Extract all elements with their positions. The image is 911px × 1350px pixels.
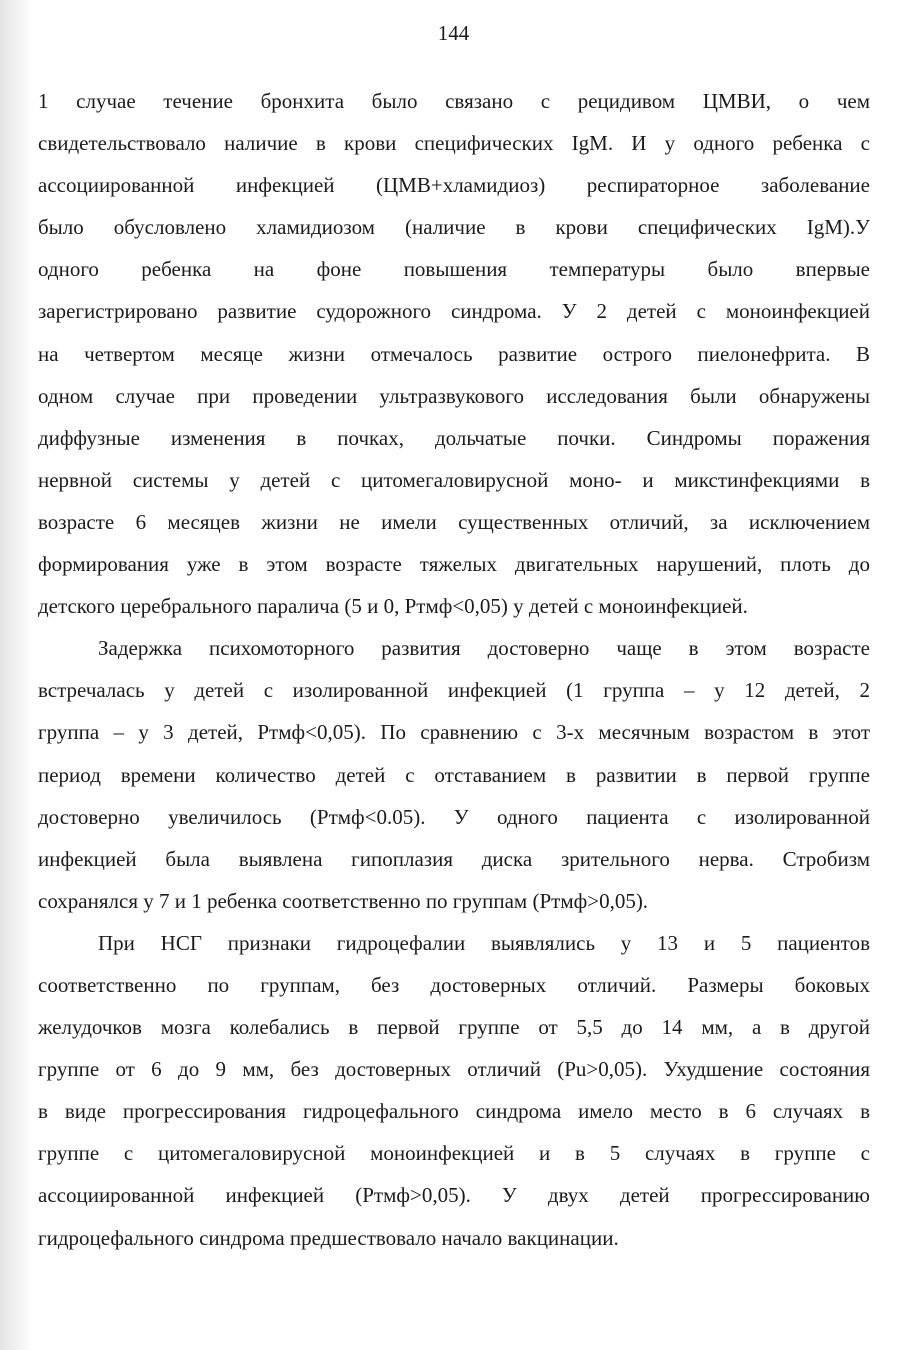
text-line: группа – у 3 детей, Ртмф<0,05). По сравнению с 3-х месячным возрастом в этот [38, 720, 870, 745]
page-number: 144 [437, 21, 470, 45]
text-line: формирования уже в этом возрасте тяжелых двигательных нарушений, плоть до [38, 552, 870, 577]
text-line: в виде прогрессирования гидроцефального синдрома имело место в 6 случаях в [38, 1099, 870, 1124]
document-body [38, 80, 870, 1259]
text-line: При НСГ признаки гидроцефалии выявлялись у 13 и 5 пациентов [98, 930, 870, 955]
text-line: свидетельствовало наличие в крови специфических IgM. И у одного ребенка с [38, 131, 870, 156]
text-line: диффузные изменения в почках, дольчатые почки. Синдромы поражения [38, 425, 870, 450]
scan-edge-shadow [0, 0, 34, 1350]
text-line: группе с цитомегаловирусной моноинфекцией и в 5 случаях в группе с [38, 1141, 870, 1166]
text-line: инфекцией была выявлена гипоплазия диска зрительного нерва. Стробизм [38, 846, 870, 871]
text-line: ассоциированной инфекцией (ЦМВ+хламидиоз) респираторное заболевание [38, 173, 870, 198]
paragraph [38, 922, 870, 1259]
text-line: одного ребенка на фоне повышения температуры было впервые [38, 257, 870, 282]
text-line: было обусловлено хламидиозом (наличие в крови специфических IgM).У [38, 215, 870, 240]
text-line: гидроцефального синдрома предшествовало начало вакцинации. [38, 1225, 619, 1250]
text-line: соответственно по группам, без достоверных отличий. Размеры боковых [38, 972, 870, 997]
text-line: нервной системы у детей с цитомегаловирусной моно- и микстинфекциями в [38, 467, 870, 492]
text-line: достоверно увеличилось (Ртмф<0.05). У одного пациента с изолированной [38, 804, 870, 829]
text-line: группе от 6 до 9 мм, без достоверных отличий (Pu>0,05). Ухудшение состояния [38, 1057, 870, 1082]
text-line: детского церебрального паралича (5 и 0, Ртмф<0,05) у детей с моноинфекцией. [38, 594, 748, 619]
text-line: встречалась у детей с изолированной инфекцией (1 группа – у 12 детей, 2 [38, 678, 870, 703]
text-line: желудочков мозга колебались в первой группе от 5,5 до 14 мм, а в другой [38, 1015, 870, 1040]
text-line: на четвертом месяце жизни отмечалось развитие острого пиелонефрита. В [38, 341, 870, 366]
paragraph [38, 627, 870, 922]
text-line: 1 случае течение бронхита было связано с рецидивом ЦМВИ, о чем [38, 89, 870, 113]
text-line: ассоциированной инфекцией (Ртмф>0,05). У двух детей прогрессированию [38, 1183, 870, 1208]
text-line: период времени количество детей с отставанием в развитии в первой группе [38, 762, 870, 787]
text-line: одном случае при проведении ультразвукового исследования были обнаружены [38, 383, 870, 408]
text-line: Задержка психомоторного развития достоверно чаще в этом возрасте [98, 636, 870, 661]
text-line: сохранялся у 7 и 1 ребенка соответственно по группам (Ртмф>0,05). [38, 888, 649, 913]
text-line: возрасте 6 месяцев жизни не имели существенных отличий, за исключением [38, 509, 870, 534]
paragraph [38, 80, 870, 627]
text-line: зарегистрировано развитие судорожного синдрома. У 2 детей с моноинфекцией [38, 299, 870, 324]
